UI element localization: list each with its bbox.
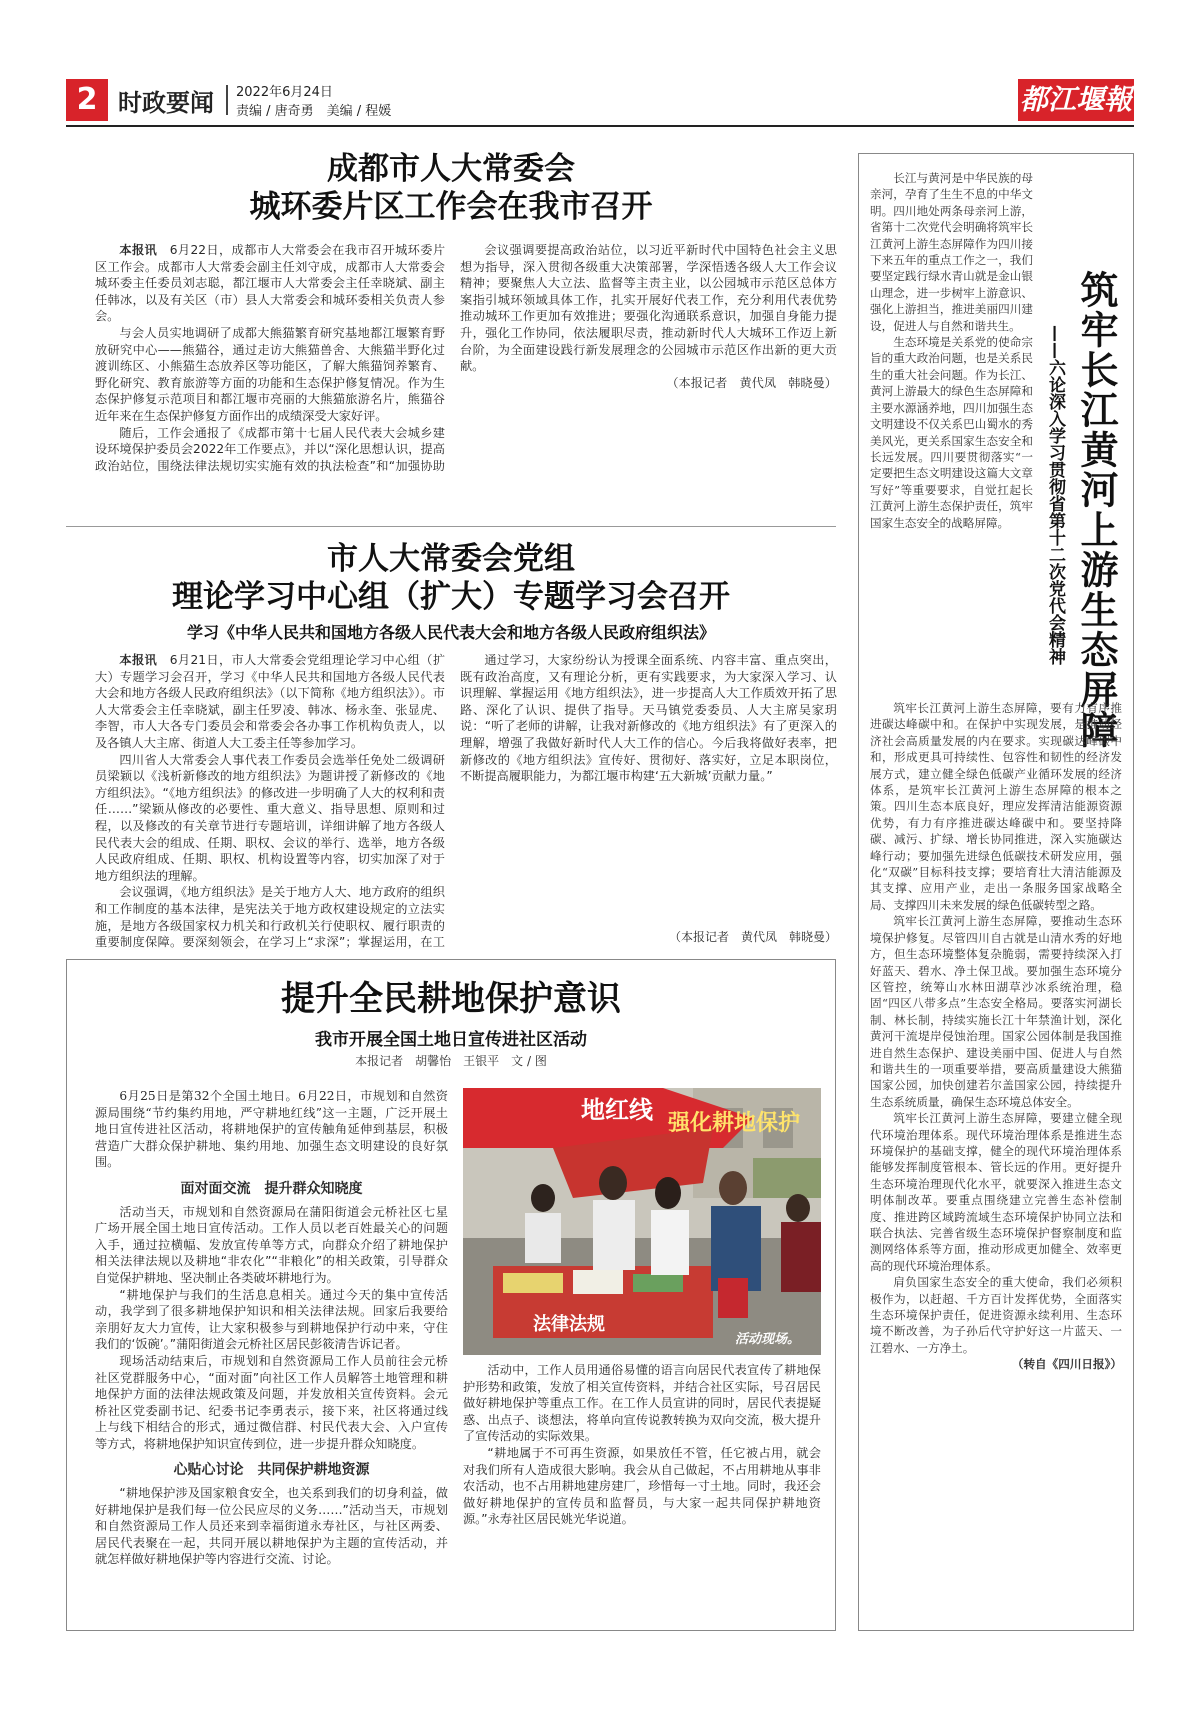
article3-credit: 本报记者 胡馨怡 王银平 文 / 图 (355, 1054, 547, 1068)
commentary-para3: 筑牢长江黄河上游生态屏障，要有力有序推进碳达峰碳中和。在保护中实现发展，是推动经济社会高质量发展的内在要求。实现碳达峰碳中和，形成更具可持续性、包容性和韧性的经济发展方式，建立健全绿色低碳产业循环发展的经济体系，是筑牢长江黄河上游生态屏障的根本之策。四川生态本底良好，理应发挥清洁能源资源优势，有力有序推进碳达峰碳中和。要坚持降碳、减污、扩绿、增长协同推进，深入实施碳达峰行动；要加强先进绿色低碳技术研发应用，强化“双碳”目标科技支撑；要培育壮大清洁能源及其支撑、应用产业，走出一条服务国家战略全局、支撑四川未来发展的绿色低碳转型之路。 (870, 701, 1122, 912)
article2-byline: （本报记者 黄代凤 韩晓曼） (668, 930, 837, 944)
commentary-para4: 筑牢长江黄河上游生态屏障，要推动生态环境保护修复。尽管四川自古就是山清水秀的好地方，但生态环境整体复杂脆弱，需要持续深入打好蓝天、碧水、净土保卫战。要加强生态环境分区管控，统筹山水林田湖草沙冰系统治理，稳固“四区八带多点”生态安全格局。要落实河湖长制、林长制，持续实施长江十年禁渔计划，深化黄河干流堤岸侵蚀治理。国家公园体制是我国推进自然生态保护、建设美丽中国、促进人与自然和谐共生的一项重要举措，要高质量建设大熊猫国家公园，加快创建若尔盖国家公园，持续提升生态系统质量，确保生态环境总体安全。 (870, 914, 1122, 1109)
article1-byline: （本报记者 黄代凤 韩晓曼） (666, 375, 837, 390)
article3-section1-heading: 面对面交流 提升群众知晓度 (180, 1180, 363, 1197)
editors-line: 责编 / 唐奇勇 美编 / 程媛 (236, 104, 392, 119)
article3-subtitle: 我市开展全国土地日宣传进社区活动 (315, 1030, 587, 1050)
page-number: 2 (66, 79, 108, 121)
article2-lead-tag: 本报讯 (119, 653, 158, 667)
article3-s2p1: “耕地保护涉及国家粮食安全，也关系到我们的切身利益，做好耕地保护是我们每一位公民应尽的义务……”活动当天，市规划和自然资源局工作人员还来到幸福街道永寿社区，与社区两委、居民代表聚在一起，共同开展以耕地保护为主题的宣传活动，并就怎样做好耕地保护等内容进行交流、讨论。 (95, 1486, 448, 1567)
article2-subtitle: 学习《中华人民共和国地方各级人民代表大会和地方各级人民政府组织法》 (186, 623, 715, 642)
article1-lead-tag: 本报讯 (119, 243, 158, 257)
issue-date: 2022年6月24日 (236, 85, 333, 100)
article3-col1 (95, 1088, 448, 1623)
article1-headline (66, 150, 836, 226)
article3-section2-heading: 心贴心讨论 共同保护耕地资源 (173, 1462, 370, 1479)
newspaper-logo: 都江堰報 (1018, 79, 1134, 121)
commentary-lower (870, 700, 1122, 1615)
article2-col2 (460, 652, 837, 902)
article3-s1p1: 活动当天，市规划和自然资源局在蒲阳街道会元桥社区七星广场开展全国土地日宣传活动。工作人员以老百姓最关心的问题入手，通过拉横幅、发放宣传单等方式，向群众介绍了耕地保护相关法律法规以及耕地“非农化”“非粮化”的相关政策，引导群众自觉保护耕地、坚决制止各类破坏耕地行为。 (95, 1204, 448, 1285)
section-name: 时政要闻 (118, 89, 214, 117)
article1-para3: 随后，工作会通报了《成都市第十七届人民代表大会城乡建设环境保护委员会2022年工作要点》，并以“深化思想认识，提高政治站位，围绕法律法规切实实施有效的执法检查”和“加强协助 (95, 425, 445, 473)
article3-title: 提升全民耕地保护意识 (281, 979, 621, 1019)
article3-s2p3: “耕地属于不可再生资源，如果放任不管，任它被占用，就会对我们所有人造成很大影响。我会从自己做起，不占用耕地从事非农活动，也不占用耕地建房建厂，珍惜每一寸土地。同时，我还会做好耕地保护的宣传员和监督员，与大家一起共同保护耕地资源。”永寿社区居民姚光华说道。 (463, 1445, 821, 1527)
article2-title-line1: 市人大常委会党组 (327, 541, 575, 577)
commentary-para5: 筑牢长江黄河上游生态屏障，要建立健全现代环境治理体系。现代环境治理体系是推进生态环境保护的基础支撑，健全的现代环境治理体系能够发挥制度管根本、管长远的作用。更好提升生态环境治理现代化水平，就要深入推进生态文明体制改革。要重点围绕建立完善生态补偿制度、推进跨区域跨流域生态环境保护协同立法和联合执法、完善省级生态环境保护督察制度和监测网络体系等方面，推动形成更加健全、效率更高的现代环境治理体系。 (870, 1111, 1122, 1273)
article2-title-line2: 理论学习中心组（扩大）专题学习会召开 (172, 579, 730, 615)
article1-para2: 与会人员实地调研了成都大熊猫繁育研究基地都江堰繁育野放研究中心——熊猫谷，通过走访大熊猫兽舍、大熊猫半野化过渡训练区、小熊猫生态放养区等功能区，了解大熊猫饲养繁育、野化研究、教育旅游等方面的功能和生态保护修复情况。作为生态保护修复示范项目和都江堰市亮丽的大熊猫旅游名片，熊猫谷近年来在生态保护修复方面作出的成绩深受大家好评。 (95, 325, 445, 423)
commentary-source: （转自《四川日报》） (1011, 1357, 1122, 1372)
article1-para1: 6月22日，成都市人大常委会在我市召开城环委片区工作会。成都市人大常委会副主任刘守成，成都市人大常委会城环委主任委员刘志聪，都江堰市人大常委会主任幸晓斌、副主任韩冰，以及有关区（市）县人大常委会和城环委相关负责人参会。 (95, 243, 446, 324)
article1-col1 (95, 242, 445, 475)
header-rule (66, 125, 1134, 127)
article2-col1 (95, 652, 445, 952)
article2-headline (66, 540, 836, 616)
article2-para3: 会议强调，《地方组织法》是关于地方人大、地方政府的组织和工作制度的基本法律，是宪法关于地方政权建设规定的立法实施，是地方各级国家权力机关和行政机关行使职权、履行职责的重要制度保障。要深刻领会，在学习上“求深”；掌握运用，在工 (95, 885, 445, 950)
article1-title-line2: 城环委片区工作会在我市召开 (249, 189, 653, 225)
commentary-subtitle: ——六论深入学习贯彻省第十二次党代会精神 (1045, 325, 1065, 665)
event-photo (463, 1088, 821, 1355)
article2-para1: 6月21日，市人大常委会党组理论学习中心组（扩大）专题学习会召开，学习《中华人民共和国地方各级人民代表大会和地方各级人民政府组织法》（以下简称《地方组织法》）。市人大常委会主任幸晓斌，副主任罗凌、韩冰、杨永奎、张显虎、李智，市人大各专门委员会和常委会各办事工作机构负责人，以及各镇人大主席、街道人大工委主任等参加学习。 (95, 653, 445, 750)
commentary-para6: 肩负国家生态安全的重大使命，我们必须积极作为，以赶超、千方百计发挥优势，全面落实生态环境保护责任，促进资源永续利用、生态环境不断改善，为子孙后代守护好这一片蓝天、一江碧水、一方净土。 (870, 1275, 1122, 1355)
photo-banner-text-2: 强化耕地保护 (668, 1111, 801, 1136)
photo-caption: 活动现场。 (735, 1332, 801, 1347)
article3-s2p2: 活动中，工作人员用通俗易懂的语言向居民代表宣传了耕地保护形势和政策，发放了相关宣传资料，并结合社区实际，号召居民做好耕地保护等重点工作。在工作人员宣讲的同时，居民代表提疑惑、出点子、谈想法，将单向宣传说教转换为双向交流，极大提升了宣传活动的实际效果。 (463, 1363, 821, 1444)
article1-col2 (460, 242, 837, 508)
commentary-para1: 长江与黄河是中华民族的母亲河，孕育了生生不息的中华文明。四川地处两条母亲河上游，省第十二次党代会明确将筑牢长江黄河上游生态屏障作为四川接下来五年的重点工作之一，我们要坚定践行绿水青山就是金山银山理念，进一步树牢上游意识、强化上游担当，推进美丽四川建设，促进人与自然和谐共生。 (870, 171, 1033, 333)
article3-s1p2: “耕地保护与我们的生活息息相关。通过今天的集中宣传活动，我学到了很多耕地保护知识和相关法律法规。回家后我要给亲朋好友大力宣传，让大家积极参与到耕地保护行动中来，守住我们的‘饭碗’。”蒲阳街道会元桥社区居民彭筱清告诉记者。 (95, 1287, 448, 1352)
article1-para4: 会议强调要提高政治站位，以习近平新时代中国特色社会主义思想为指导，深入贯彻各级重大决策部署，学深悟透各级人大工作会议精神；要聚焦人大立法、监督等主责主业，以公园城市示范区总体方案指引城环领域具体工作，扎实开展好代表工作，充分利用代表优势推动城环工作更加有效推进；要强化沟通联系意识，加强自身能力提升，强化工作协同，依法履职尽责，推动新时代人大城环工作迈上新台阶，为全面建设践行新发展理念的公园城市示范区作出新的更大贡献。 (460, 243, 837, 374)
masthead (66, 79, 1134, 121)
article1-title-line1: 成都市人大常委会 (327, 151, 575, 187)
divider-1 (66, 526, 836, 527)
article3-s1p3: 现场活动结束后，市规划和自然资源局工作人员前往会元桥社区党群服务中心，“面对面”向社区工作人员解答土地管理和耕地保护方面的法律法规政策及问题，并发放相关宣传资料。会元桥社区党委副书记、纪委书记李勇表示，接下来，社区将通过线上与线下相结合的形式，通过微信群、村民代表大会、入户宣传等方式，将耕地保护知识宣传到位，进一步提升群众知晓度。 (95, 1353, 448, 1451)
header-separator (226, 85, 228, 115)
photo-banner-text-1: 地红线 (581, 1096, 653, 1124)
article3-col2 (463, 1362, 821, 1624)
commentary-para2: 生态环境是关系党的使命宗旨的重大政治问题，也是关系民生的重大社会问题。作为长江、黄河上游最大的绿色生态屏障和主要水源涵养地，四川加强生态文明建设不仅关系巴山蜀水的秀美风光，更关系国家生态安全和长远发展。四川要贯彻落实“一定要把生态文明建设这篇大文章写好”等重要要求，自觉扛起长江黄河上游生态保护责任，筑牢国家生态安全的战略屏障。 (870, 335, 1033, 530)
article2-para4: 通过学习，大家纷纷认为授课全面系统、内容丰富、重点突出，既有政治高度，又有理论分析，更有实践要求，为大家深入学习、认识理解、掌握运用《地方组织法》，进一步提高人大工作质效开拓了思路、深化了认识、提供了指导。天马镇党委委员、人大主席吴家玥说：“听了老师的讲解，让我对新修改的《地方组织法》有了更深入的理解，增强了我做好新时代人大工作的信心。今后我将做好表率，把新修改的《地方组织法》宣传好、贯彻好、落实好，立足本职岗位，不断提高履职能力，为都江堰市构建‘五大新城’贡献力量。” (460, 653, 837, 784)
photo-banner-text-3: 法律法规 (533, 1314, 605, 1335)
commentary-title: 筑牢长江黄河上游生态屏障 (1074, 270, 1119, 750)
article3-intro: 6月25日是第32个全国土地日。6月22日，市规划和自然资源局围绕“节约集约用地，严守耕地红线”这一主题，广泛开展土地日宣传进社区活动，将耕地保护的宣传触角延伸到基层，积极营造广大群众保护耕地、集约用地、加强生态文明建设的良好氛围。 (95, 1089, 448, 1170)
article2-para2: 四川省人大常委会人事代表工作委员会选举任免处二级调研员梁颖以《浅析新修改的地方组织法》为题讲授了新修改的《地方组织法》。“《地方组织法》的修改进一步明确了人大的权利和责任……”梁颖从修改的必要性、重大意义、指导思想、原则和过程，以及修改的有关章节进行专题培训，详细讲解了地方各级人民代表大会的组成、任期、职权、会议的举行、选举，地方各级人民政府组成、任期、职权、机构设置等内容，切实加深了对于地方组织法的理解。 (95, 752, 445, 883)
